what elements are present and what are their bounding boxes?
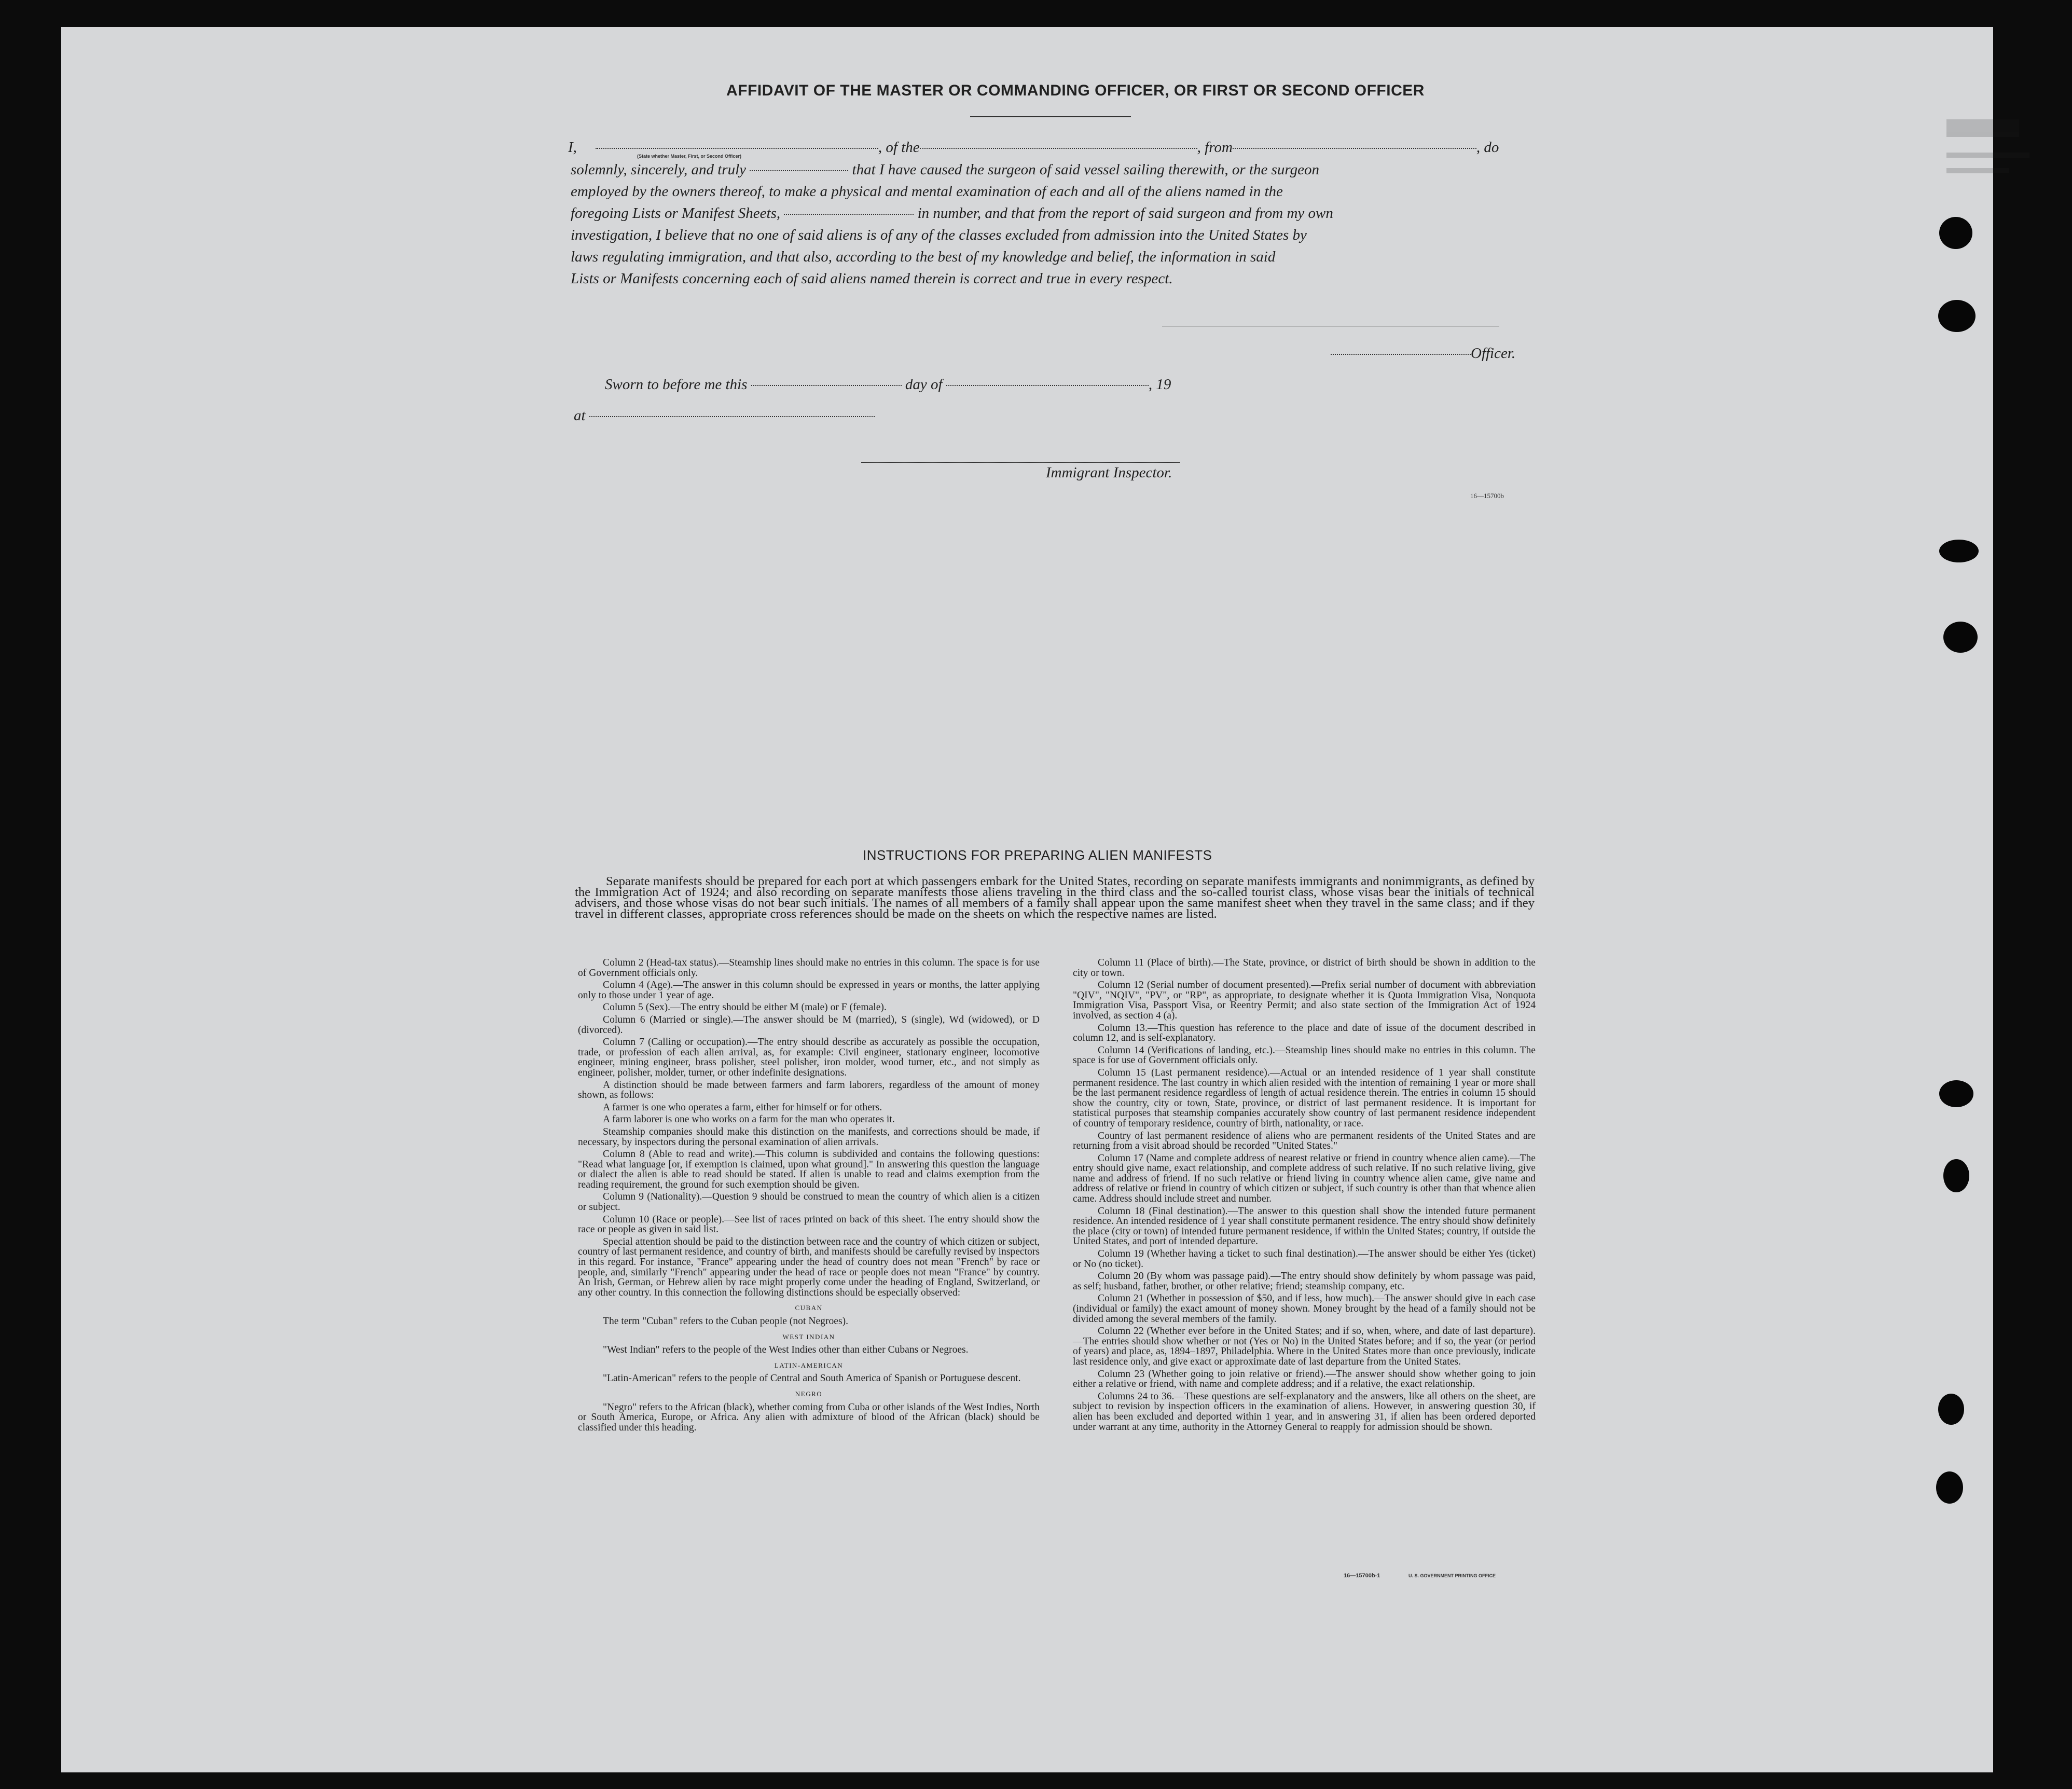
latin-american-definition: "Latin-American" refers to the people of Central and South America of Spanish or Portuguese descent. bbox=[603, 1373, 1021, 1384]
instructions-left-column bbox=[578, 958, 1040, 1435]
binding-hole bbox=[1938, 1394, 1964, 1425]
column-10-note: Column 10 (Race or people).—See list of races printed on back of this sheet. The entry should show the race or people as given in said list. bbox=[578, 1214, 1040, 1235]
instructions-form-number: 16—15700b-1 bbox=[1344, 1573, 1380, 1579]
affidavit-line-6: laws regulating immigration, and that also, according to the best of my knowledge and belief, the information in said bbox=[571, 249, 1276, 265]
columns-24-36-note: Columns 24 to 36.—These questions are self-explanatory and the answers, like all others on the sheet, are subject to revision by inspection officers in the examination of aliens. However, in answering question 30, if alien has been excluded and deported within 1 year, and in answering 31, if alien has been ordered deported under warrant at any time, authority in the Attorney General to reapply for admission should be shown. bbox=[1073, 1391, 1536, 1433]
column-21-note: Column 21 (Whether in possession of $50, and if less, how much).—The answer should give in each case (individual or family) the exact amount of money shown. Money brought by the head of a family should not be divided among the several members of the family. bbox=[1073, 1293, 1536, 1325]
printer-credit: U. S. GOVERNMENT PRINTING OFFICE bbox=[1408, 1573, 1496, 1578]
binding-hole bbox=[1939, 1080, 1973, 1107]
negro-definition: "Negro" refers to the African (black), whether coming from Cuba or other islands of the West Indies, North or South America, Europe, or Africa. Any alien with admixture of blood of the African (black) should be classified under this heading. bbox=[578, 1401, 1040, 1433]
column-7-note: Column 7 (Calling or occupation).—The entry should describe as accurately as possible the occupation, trade, or profession of each alien arrival, as, for example: Civil engineer, stationary engineer, locomotive engineer, mining engineer, brass polisher, steel polisher, iron molder, wood turner, etc., and not simply as engineer, polisher, molder, turner, or other indefinite designations. bbox=[578, 1037, 1040, 1078]
place-blank[interactable] bbox=[589, 416, 875, 417]
column-9-note: Column 9 (Nationality).—Question 9 should be construed to mean the country of which alien is a citizen or subject. bbox=[578, 1191, 1040, 1213]
sworn-day-blank[interactable] bbox=[751, 384, 902, 386]
farmer-definition: A farmer is one who operates a farm, either for himself or for others. bbox=[603, 1102, 882, 1113]
negro-heading: NEGRO bbox=[795, 1389, 823, 1398]
column-15-note: Column 15 (Last permanent residence).—Actual or an intended residence of 1 year shall constitute permanent residence. The last country in which alien resided with the intention of remaining 1 year or more shall be the last permanent residence regardless of length of actual residence therein. The entries in column 15 should show the country, city or town, State, province, or district of last permanent residence. It is important for statistical purposes that steamship companies accurately show country of last permanent residence independent of country of temporary residence, country of birth, nationality, or race. bbox=[1073, 1067, 1536, 1129]
column-15-us-note: Country of last permanent residence of aliens who are permanent residents of the United States and are returning from a visit abroad should be recorded "United States." bbox=[1073, 1130, 1536, 1152]
officer-rank-blank[interactable] bbox=[596, 147, 878, 149]
officer-rank-caption: (State whether Master, First, or Second Officer) bbox=[637, 154, 742, 159]
affidavit-title: AFFIDAVIT OF THE MASTER OR COMMANDING OFFICER, OR FIRST OR SECOND OFFICER bbox=[726, 82, 1425, 99]
binding-hole bbox=[1943, 622, 1978, 653]
column-4-note: Column 4 (Age).—The answer in this column should be expressed in years or months, the latter applying only to those under 1 year of age. bbox=[578, 980, 1040, 1001]
title-rule bbox=[970, 116, 1131, 117]
affidavit-line-7: Lists or Manifests concerning each of said aliens named therein is correct and true in every respect. bbox=[571, 270, 1173, 287]
binding-hole bbox=[1939, 217, 1972, 249]
column-19-note: Column 19 (Whether having a ticket to such final destination).—The answer should be either Yes (ticket) or No (no ticket). bbox=[1073, 1248, 1536, 1270]
column-17-note: Column 17 (Name and complete address of nearest relative or friend in country whence alien came).—The entry should give name, exact relationship, and complete address of such relative. If no such relative living, give name and address of friend. If no such relative or friend living in country whence alien came, give name and address of relative or friend in country of which citizen or subject, if such country is other than that whence alien came. Address should include street and number. bbox=[1073, 1152, 1536, 1205]
instructions-title: INSTRUCTIONS FOR PREPARING ALIEN MANIFESTS bbox=[863, 847, 1212, 863]
column-20-note: Column 20 (By whom was passage paid).—The entry should show definitely by whom passage was paid, as self; husband, father, brother, or other relative; friend; steamship company, etc. bbox=[1073, 1271, 1536, 1292]
column-14-note: Column 14 (Verifications of landing, etc.).—Steamship lines should make no entries in this column. The space is for use of Government officials only. bbox=[1073, 1044, 1536, 1066]
affidavit-form-number: 16—15700b bbox=[1470, 492, 1504, 500]
farm-laborer-definition: A farm laborer is one who works on a farm for the man who operates it. bbox=[603, 1114, 895, 1125]
instructions-right-column bbox=[1073, 958, 1536, 1434]
cuban-heading: CUBAN bbox=[795, 1304, 823, 1312]
column-8-note: Column 8 (Able to read and write).—This column is subdivided and contains the following questions: "Read what language [or, if exemption is claimed, upon what ground]." In answering this question the language or dialect the alien is able to read should be stated. If alien is unable to read and claims exemption from the reading requirement, the ground for such exemption should be given. bbox=[578, 1149, 1040, 1190]
inspector-label: Immigrant Inspector. bbox=[1046, 464, 1172, 481]
at-line: at bbox=[574, 405, 875, 426]
race-country-note: Special attention should be paid to the distinction between race and the country of which citizen or subject, country of last permanent residence, and country of birth, and manifests should be carefully revised by inspectors in this regard. For instance, "France" appearing under the head of country does not mean "French" by race or people, and, similarly "French" appearing under the head of race or people does not mean "France" by country. An Irish, German, or Hebrew alien by race might properly come under the heading of England, Switzerland, or any other country. In this connection the following distinctions should be especially observed: bbox=[578, 1236, 1040, 1298]
binding-hole bbox=[1939, 540, 1979, 562]
column-22-note: Column 22 (Whether ever before in the United States; and if so, when, where, and date of last departure).—The entries should show whether or not (Yes or No) in the United States before; and if so, the year (or period of years) and place, as, 1894–1897, Philadelphia. Where in the United States more than once previously, indicate last residence only, and give exact or approximate date of last departure from the United States. bbox=[1073, 1326, 1536, 1367]
affidavit-line-3: employed by the owners thereof, to make a physical and mental examination of each and all of the aliens named in the bbox=[571, 183, 1283, 200]
west-indian-heading: WEST INDIAN bbox=[782, 1332, 835, 1341]
instructions-intro: Separate manifests should be prepared for each port at which passengers embark for the United States, recording on separate manifests immigrants and nonimmigrants, as defined by the Immigration Act of 1924; and also recording on separate manifests those aliens traveling in the third class and the so-called tourist class, whose visas bear the initials of technical advisers, and those whose visas do not bear such initials. The names of all members of a family shall appear upon the same manifest sheet when they travel in the same class; and if they travel in different classes, appropriate cross references should be made on the sheets on which the respective names are listed. bbox=[575, 874, 1535, 921]
port-blank[interactable] bbox=[1233, 147, 1476, 149]
column-5-note: Column 5 (Sex).—The entry should be either M (male) or F (female). bbox=[603, 1002, 887, 1013]
affidavit-line-1: I, , of the , from , do bbox=[568, 139, 1499, 156]
affidavit-line-2: solemnly, sincerely, and truly that I have caused the surgeon of said vessel sailing therewith, or the surgeon bbox=[571, 161, 1320, 178]
binding-hole bbox=[1943, 1159, 1969, 1192]
column-13-note: Column 13.—This question has reference to the place and date of issue of the document described in column 12, and is self-explanatory. bbox=[1073, 1022, 1536, 1044]
column-23-note: Column 23 (Whether going to join relative or friend).—The answer should show whether going to join either a relative or friend, with name and complete address; and if a relative, the exact relationship. bbox=[1073, 1368, 1536, 1390]
sheet-count-blank[interactable] bbox=[784, 213, 914, 215]
affidavit-line-5: investigation, I believe that no one of said aliens is of any of the classes excluded from admission into the United States by bbox=[571, 227, 1307, 243]
cuban-definition: The term "Cuban" refers to the Cuban people (not Negroes). bbox=[603, 1316, 849, 1327]
column-11-note: Column 11 (Place of birth).—The State, province, or district of birth should be shown in addition to the city or town. bbox=[1073, 957, 1536, 979]
steamship-note: Steamship companies should make this distinction on the manifests, and corrections should be made, if necessary, by inspectors during the personal examination of alien arrivals. bbox=[578, 1126, 1040, 1148]
farmer-distinction: A distinction should be made between farmers and farm laborers, regardless of the amount of money shown, as follows: bbox=[578, 1079, 1040, 1101]
west-indian-definition: "West Indian" refers to the people of the West Indies other than either Cubans or Negroes. bbox=[603, 1344, 969, 1356]
column-2-note: Column 2 (Head-tax status).—Steamship lines should make no entries in this column. The space is for use of Government officials only. bbox=[578, 957, 1040, 979]
sworn-line: Sworn to before me this day of , 19 bbox=[605, 376, 1171, 393]
officer-signature-blank[interactable] bbox=[1331, 353, 1471, 355]
sworn-month-blank[interactable] bbox=[946, 384, 1149, 386]
column-18-note: Column 18 (Final destination).—The answer to this question shall show the intended future permanent residence. An intended residence of 1 year shall constitute permanent residence. The entry should show definitely the place (city or town) of intended future permanent residence, if within the United States; country, if outside the United States, and port of intended departure. bbox=[1073, 1205, 1536, 1247]
binding-hole bbox=[1938, 300, 1976, 332]
column-6-note: Column 6 (Married or single).—The answer should be M (married), S (single), Wd (widowed), or D (divorced). bbox=[578, 1014, 1040, 1036]
affidavit-line-4: foregoing Lists or Manifest Sheets, in number, and that from the report of said surgeon and from my own bbox=[571, 205, 1333, 222]
oath-blank[interactable] bbox=[750, 170, 848, 171]
latin-american-heading: LATIN-AMERICAN bbox=[774, 1361, 844, 1369]
officer-signature: Officer. bbox=[1331, 342, 1515, 364]
column-12-note: Column 12 (Serial number of document presented).—Prefix serial number of document with abbreviation "QIV", "NQIV", "PV", or "RP", as appropriate, to designate whether it is Quota Immigration Visa, Nonquota Immigration Visa, Passport Visa, or Reentry Permit; and also state section of the Immigration Act of 1924 involved, as section 4 (a). bbox=[1073, 980, 1536, 1021]
vessel-name-blank[interactable] bbox=[920, 147, 1197, 149]
binding-hole bbox=[1936, 1471, 1963, 1504]
